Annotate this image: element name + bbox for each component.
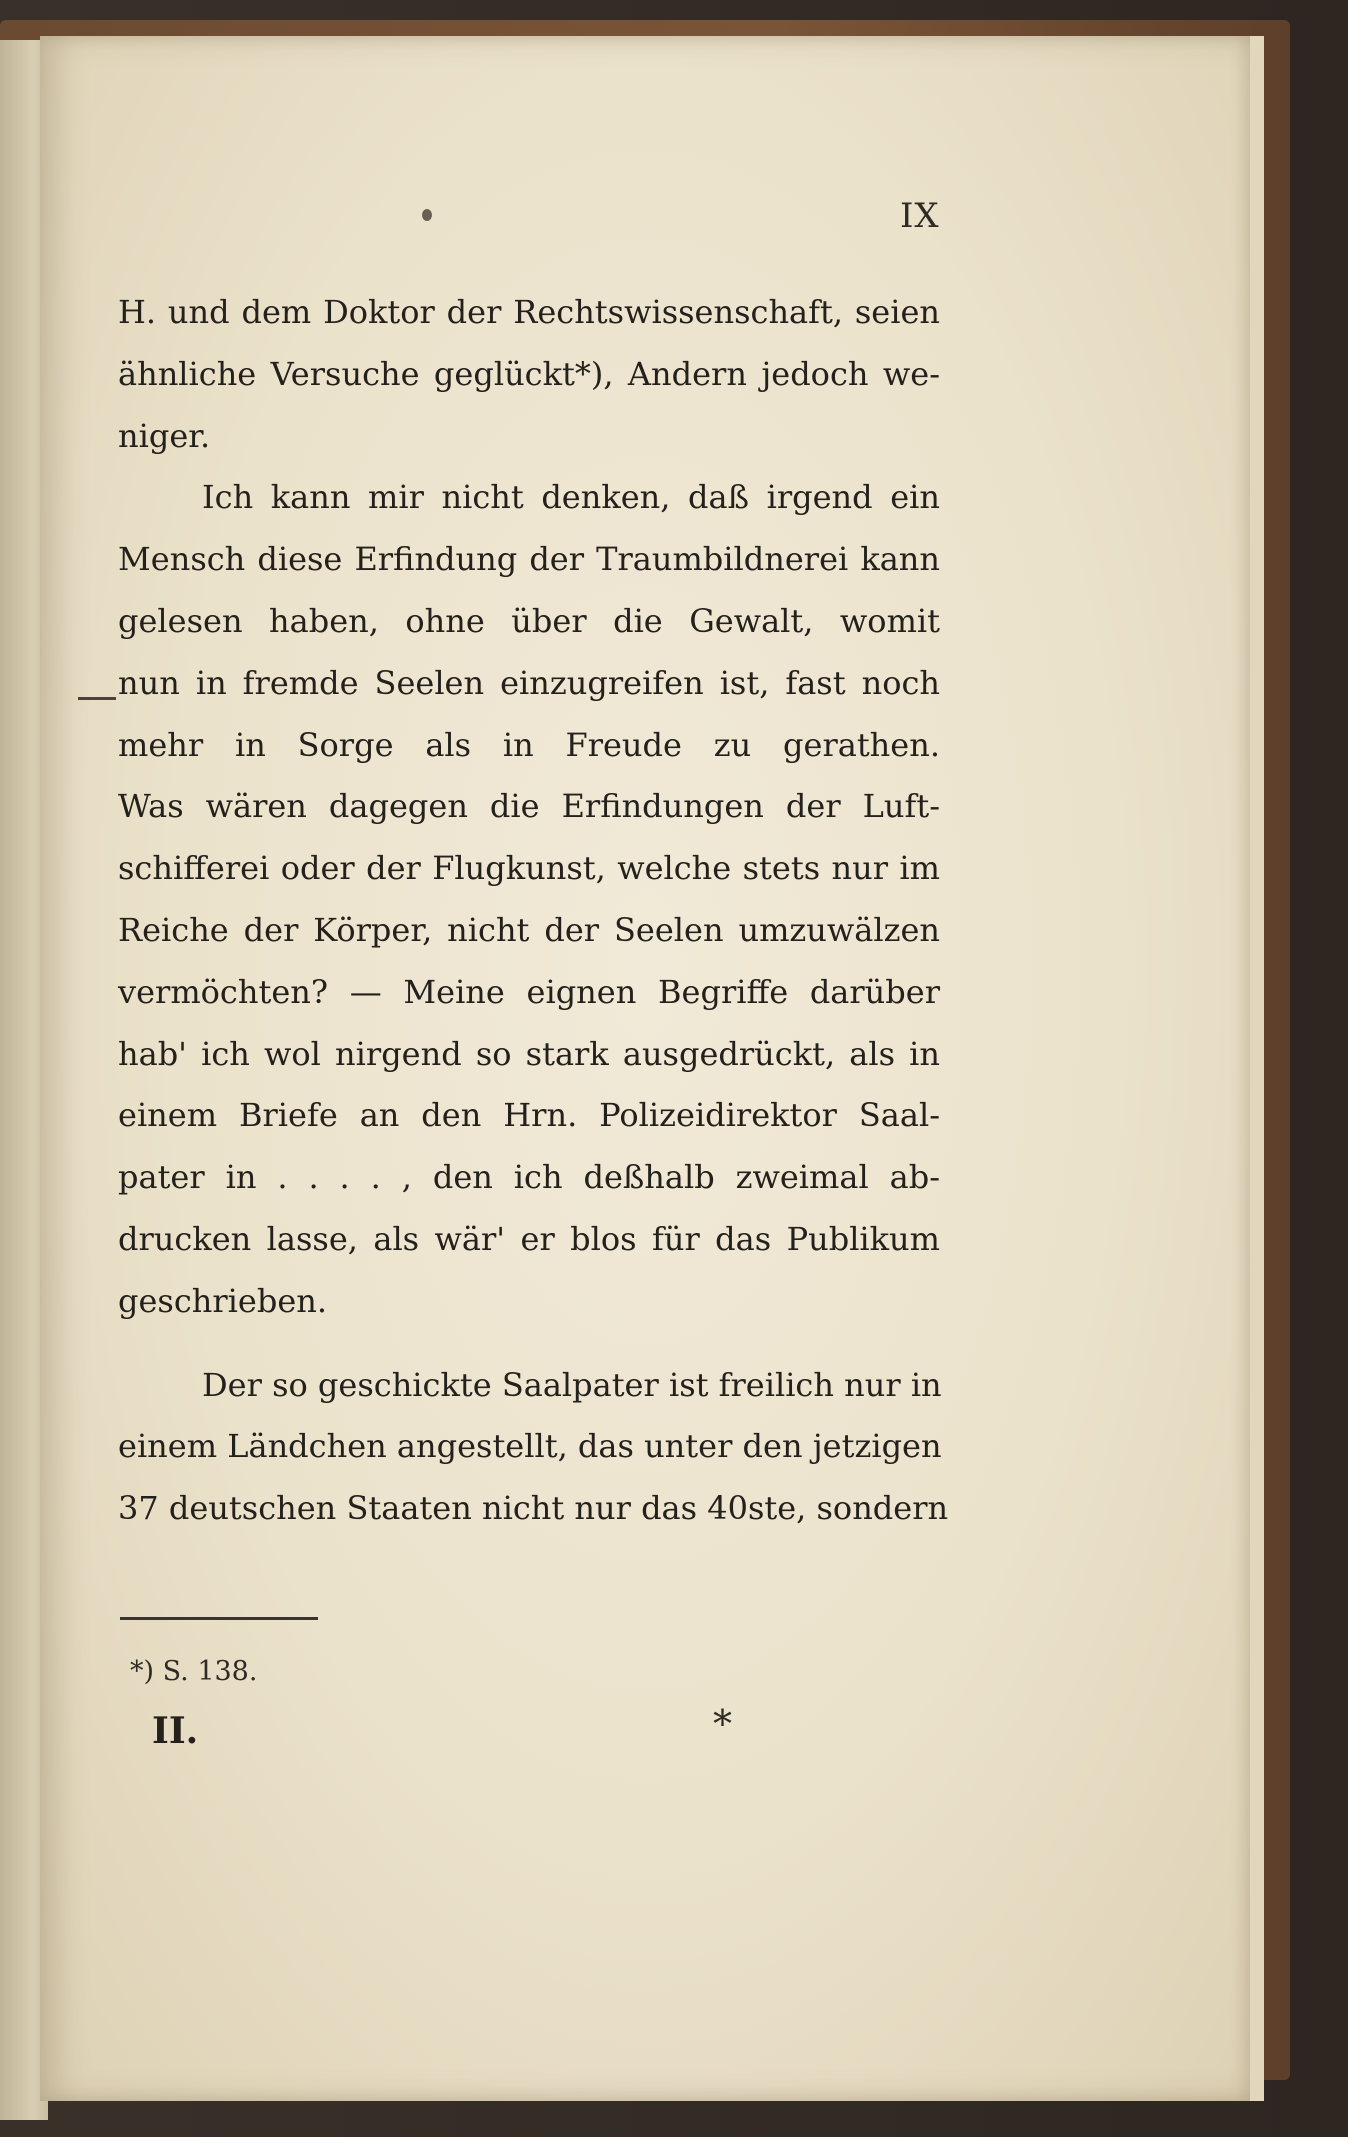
signature-asterisk: * xyxy=(713,1702,732,1746)
text-line: mehr in Sorge als in Freude zu gerathen. xyxy=(118,725,940,764)
text-line: niger. xyxy=(118,416,211,455)
text-line: Mensch diese Erfindung der Traumbildnerei kann xyxy=(118,540,940,579)
text-line: Was wären dagegen die Erfindungen der Luft- xyxy=(118,787,940,826)
text-line: hab' ich wol nirgend so stark ausgedrückt, als in xyxy=(118,1034,940,1073)
page-number: IX xyxy=(900,196,940,236)
footnote-rule xyxy=(120,1617,318,1620)
text-line: drucken lasse, als wär' er blos für das Publikum xyxy=(118,1219,940,1258)
printer-signature: II. xyxy=(152,1710,199,1752)
text-line: ähnliche Versuche geglückt*), Andern jedoch we- xyxy=(118,354,940,393)
page-marker-dot xyxy=(422,209,432,221)
text-line: 37 deutschen Staaten nicht nur das 40ste, sondern xyxy=(118,1489,949,1528)
margin-pencil-mark xyxy=(78,697,116,700)
footnote: *) S. 138. xyxy=(130,1656,258,1687)
paragraph-gap xyxy=(118,1333,940,1355)
text-line: schifferei oder der Flugkunst, welche stets nur im xyxy=(118,849,940,888)
text-line: einem Ländchen angestellt, das unter den jetzigen xyxy=(118,1427,942,1466)
text-line: Ich kann mir nicht denken, daß irgend ein xyxy=(202,478,940,517)
text-line: gelesen haben, ohne über die Gewalt, womit xyxy=(118,601,940,640)
text-line: H. und dem Doktor der Rechtswissenschaft, seien xyxy=(118,293,940,331)
text-line: pater in . . . . , den ich deßhalb zweimal ab- xyxy=(118,1158,940,1197)
text-line: Reiche der Körper, nicht der Seelen umzuwälzen xyxy=(118,910,940,949)
body-text xyxy=(118,282,949,1540)
text-line: vermöchten? — Meine eignen Begriffe darüber xyxy=(118,972,940,1011)
text-line: nun in fremde Seelen einzugreifen ist, fast noch xyxy=(118,663,940,702)
text-line: geschrieben. xyxy=(118,1281,328,1320)
text-line: einem Briefe an den Hrn. Polizeidirektor Saal- xyxy=(118,1096,940,1135)
text-line: Der so geschickte Saalpater ist freilich nur in xyxy=(202,1365,942,1404)
